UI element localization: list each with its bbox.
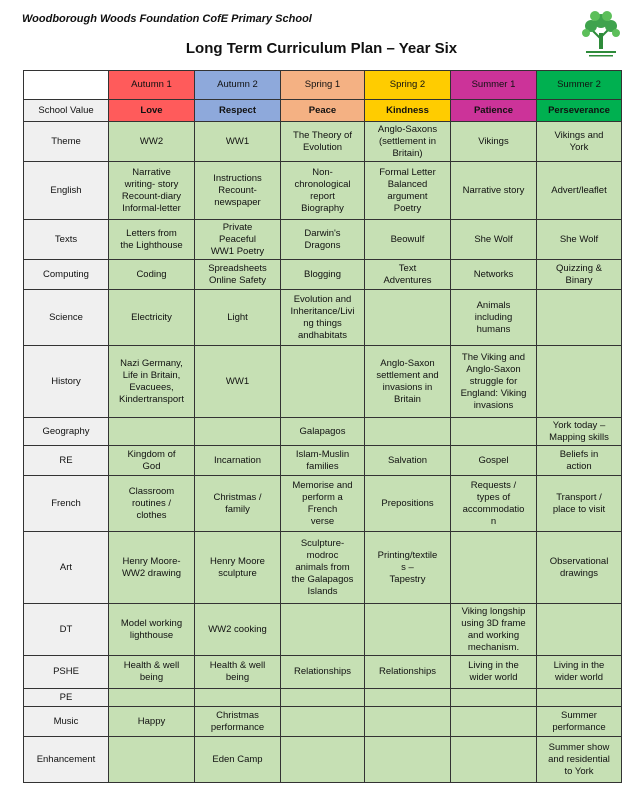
curriculum-table bbox=[23, 70, 622, 783]
plan-cell: Health & well being bbox=[109, 656, 195, 689]
plan-cell bbox=[281, 737, 365, 783]
term-header: Spring 1 bbox=[281, 71, 365, 100]
plan-cell: Letters from the Lighthouse bbox=[109, 220, 195, 260]
plan-cell: Viking longship using 3D frame and working mechanism. bbox=[451, 604, 537, 656]
plan-cell bbox=[109, 737, 195, 783]
school-value-cell: Peace bbox=[281, 100, 365, 122]
plan-cell: Salvation bbox=[365, 446, 451, 476]
plan-cell bbox=[365, 418, 451, 446]
plan-cell bbox=[537, 290, 622, 346]
plan-cell: Anglo-Saxons (settlement in Britain) bbox=[365, 122, 451, 162]
plan-cell bbox=[537, 346, 622, 418]
subject-row bbox=[24, 656, 622, 689]
term-header: Summer 1 bbox=[451, 71, 537, 100]
subject-row bbox=[24, 122, 622, 162]
plan-cell bbox=[281, 707, 365, 737]
plan-cell: Eden Camp bbox=[195, 737, 281, 783]
row-label: French bbox=[24, 476, 109, 532]
plan-cell bbox=[451, 737, 537, 783]
plan-cell: Vikings and York bbox=[537, 122, 622, 162]
subject-row bbox=[24, 346, 622, 418]
row-label: Texts bbox=[24, 220, 109, 260]
row-label: RE bbox=[24, 446, 109, 476]
plan-cell: Gospel bbox=[451, 446, 537, 476]
subject-row bbox=[24, 220, 622, 260]
plan-cell: Nazi Germany, Life in Britain, Evacuees, Kindertransport bbox=[109, 346, 195, 418]
plan-cell: Health & well being bbox=[195, 656, 281, 689]
plan-cell: Vikings bbox=[451, 122, 537, 162]
plan-cell: Living in the wider world bbox=[451, 656, 537, 689]
plan-cell: Prepositions bbox=[365, 476, 451, 532]
subject-row bbox=[24, 707, 622, 737]
row-label: Computing bbox=[24, 260, 109, 290]
plan-cell bbox=[451, 707, 537, 737]
plan-cell: Happy bbox=[109, 707, 195, 737]
plan-cell bbox=[281, 604, 365, 656]
plan-cell: Christmas performance bbox=[195, 707, 281, 737]
term-header: Autumn 2 bbox=[195, 71, 281, 100]
subject-row bbox=[24, 260, 622, 290]
plan-cell: Relationships bbox=[365, 656, 451, 689]
plan-cell: Narrative writing- story Recount-diary Informal-letter bbox=[109, 162, 195, 220]
subject-row bbox=[24, 737, 622, 783]
plan-cell: Sculpture- modroc animals from the Galapagos Islands bbox=[281, 532, 365, 604]
plan-cell: Animals including humans bbox=[451, 290, 537, 346]
row-label: Geography bbox=[24, 418, 109, 446]
plan-cell: The Viking and Anglo-Saxon struggle for England: Viking invasions bbox=[451, 346, 537, 418]
plan-cell: Christmas / family bbox=[195, 476, 281, 532]
school-value-cell: Kindness bbox=[365, 100, 451, 122]
plan-cell: WW2 cooking bbox=[195, 604, 281, 656]
plan-cell: Coding bbox=[109, 260, 195, 290]
corner-cell bbox=[24, 71, 109, 100]
term-header: Autumn 1 bbox=[109, 71, 195, 100]
subject-row bbox=[24, 162, 622, 220]
page-title: Long Term Curriculum Plan – Year Six bbox=[185, 40, 458, 57]
row-label: DT bbox=[24, 604, 109, 656]
plan-cell bbox=[195, 418, 281, 446]
plan-cell: Islam-Muslin families bbox=[281, 446, 365, 476]
school-value-row bbox=[24, 100, 622, 122]
plan-cell: Text Adventures bbox=[365, 260, 451, 290]
term-header: Summer 2 bbox=[537, 71, 622, 100]
plan-cell: York today – Mapping skills bbox=[537, 418, 622, 446]
plan-cell bbox=[365, 604, 451, 656]
plan-cell: Anglo-Saxon settlement and invasions in Britain bbox=[365, 346, 451, 418]
plan-cell: Relationships bbox=[281, 656, 365, 689]
plan-cell: Model working lighthouse bbox=[109, 604, 195, 656]
plan-cell: Beliefs in action bbox=[537, 446, 622, 476]
plan-cell bbox=[451, 418, 537, 446]
school-value-cell: Love bbox=[109, 100, 195, 122]
plan-cell: Beowulf bbox=[365, 220, 451, 260]
subject-row bbox=[24, 476, 622, 532]
row-label: English bbox=[24, 162, 109, 220]
plan-cell: Living in the wider world bbox=[537, 656, 622, 689]
plan-cell: Blogging bbox=[281, 260, 365, 290]
plan-cell bbox=[365, 707, 451, 737]
plan-cell bbox=[451, 532, 537, 604]
plan-cell: WW1 bbox=[195, 122, 281, 162]
plan-cell: Advert/leaflet bbox=[537, 162, 622, 220]
plan-cell: Light bbox=[195, 290, 281, 346]
plan-cell: Evolution and Inheritance/Livi ng things andhabitats bbox=[281, 290, 365, 346]
plan-cell bbox=[451, 689, 537, 707]
plan-cell: Transport / place to visit bbox=[537, 476, 622, 532]
plan-cell bbox=[109, 418, 195, 446]
plan-cell bbox=[281, 346, 365, 418]
school-value-cell: Perseverance bbox=[537, 100, 622, 122]
plan-cell: Narrative story bbox=[451, 162, 537, 220]
plan-cell: Spreadsheets Online Safety bbox=[195, 260, 281, 290]
plan-cell: Electricity bbox=[109, 290, 195, 346]
plan-cell: Quizzing & Binary bbox=[537, 260, 622, 290]
plan-cell: WW1 bbox=[195, 346, 281, 418]
plan-cell: Printing/textile s – Tapestry bbox=[365, 532, 451, 604]
subject-row bbox=[24, 290, 622, 346]
plan-cell: Observational drawings bbox=[537, 532, 622, 604]
term-header-row bbox=[24, 71, 622, 100]
plan-cell bbox=[537, 689, 622, 707]
subject-row bbox=[24, 532, 622, 604]
plan-cell: She Wolf bbox=[537, 220, 622, 260]
row-label: History bbox=[24, 346, 109, 418]
school-name: Woodborough Woods Foundation CofE Primary School bbox=[22, 13, 312, 25]
subject-row bbox=[24, 446, 622, 476]
row-label: PSHE bbox=[24, 656, 109, 689]
plan-cell: Henry Moore sculpture bbox=[195, 532, 281, 604]
subject-row bbox=[24, 604, 622, 656]
plan-cell bbox=[365, 290, 451, 346]
plan-cell: WW2 bbox=[109, 122, 195, 162]
school-value-cell: Respect bbox=[195, 100, 281, 122]
subject-row bbox=[24, 418, 622, 446]
plan-cell: Classroom routines / clothes bbox=[109, 476, 195, 532]
row-label: PE bbox=[24, 689, 109, 707]
plan-cell bbox=[195, 689, 281, 707]
row-label: Enhancement bbox=[24, 737, 109, 783]
plan-cell: Memorise and perform a French verse bbox=[281, 476, 365, 532]
plan-cell: Incarnation bbox=[195, 446, 281, 476]
plan-cell: Private Peaceful WW1 Poetry bbox=[195, 220, 281, 260]
subject-row bbox=[24, 689, 622, 707]
plan-cell: Formal Letter Balanced argument Poetry bbox=[365, 162, 451, 220]
plan-cell: Henry Moore- WW2 drawing bbox=[109, 532, 195, 604]
plan-cell: Non- chronological report Biography bbox=[281, 162, 365, 220]
plan-cell: Kingdom of God bbox=[109, 446, 195, 476]
plan-cell: Instructions Recount- newspaper bbox=[195, 162, 281, 220]
row-label: School Value bbox=[24, 100, 109, 122]
plan-cell bbox=[109, 689, 195, 707]
plan-cell: Networks bbox=[451, 260, 537, 290]
plan-cell: She Wolf bbox=[451, 220, 537, 260]
term-header: Spring 2 bbox=[365, 71, 451, 100]
school-value-cell: Patience bbox=[451, 100, 537, 122]
row-label: Music bbox=[24, 707, 109, 737]
plan-cell: Galapagos bbox=[281, 418, 365, 446]
row-label: Science bbox=[24, 290, 109, 346]
plan-cell bbox=[537, 604, 622, 656]
plan-cell bbox=[281, 689, 365, 707]
row-label: Theme bbox=[24, 122, 109, 162]
plan-cell: Summer performance bbox=[537, 707, 622, 737]
plan-cell: The Theory of Evolution bbox=[281, 122, 365, 162]
plan-cell bbox=[365, 689, 451, 707]
plan-cell: Darwin's Dragons bbox=[281, 220, 365, 260]
plan-cell: Summer show and residential to York bbox=[537, 737, 622, 783]
plan-cell bbox=[365, 737, 451, 783]
plan-cell: Requests / types of accommodatio n bbox=[451, 476, 537, 532]
row-label: Art bbox=[24, 532, 109, 604]
